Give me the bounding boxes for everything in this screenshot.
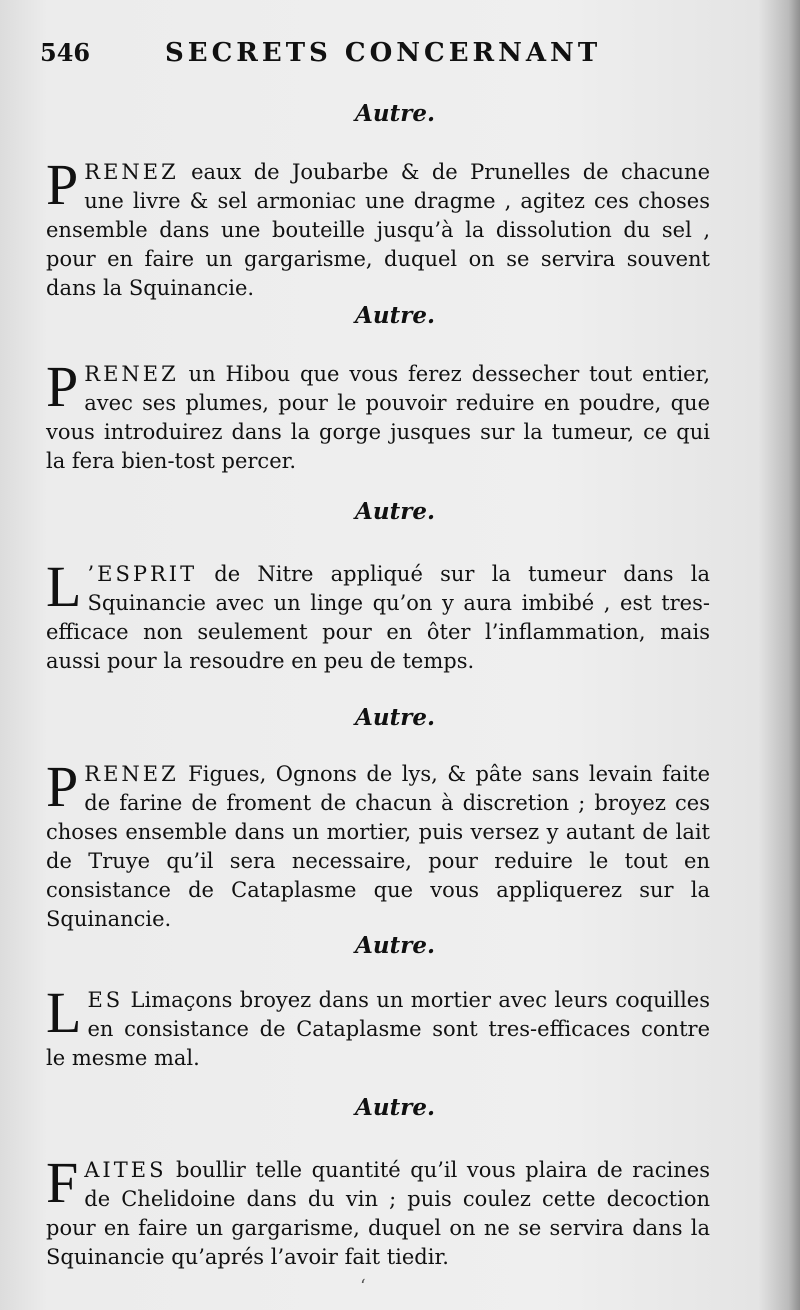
drop-cap: L — [46, 554, 82, 619]
lead-word: RENEZ — [84, 362, 179, 386]
section-heading: Autre. — [355, 302, 435, 329]
running-title: SECRETS CONCERNANT — [165, 38, 602, 68]
lead-word: ES — [87, 988, 124, 1012]
lead-word: AITES — [84, 1158, 167, 1182]
paragraph-text: boullir telle quantité qu’il vous plaira de racines de Chelidoine dans du vin ; puis coulez cette decoction pour en faire un gargarisme, duquel on ne se servira dans la Squinancie qu’aprés l’avoir fait tiedir. — [46, 1158, 710, 1269]
drop-cap: F — [46, 1150, 79, 1215]
paragraph-text: eaux de Joubarbe & de Prunelles de chacune une livre & sel armoniac une dragme , agitez ces choses ensemble dans une bouteille jusqu’à la dissolution du sel , pour en faire un gargarisme, duquel on se servira souvent dans la Squinancie. — [46, 160, 710, 300]
section-paragraph — [46, 354, 710, 476]
paragraph-text: Figues, Ognons de lys, & pâte sans levain faite de farine de froment de chacun à discretion ; broyez ces choses ensemble dans un mortier, puis versez y autant de lait de Truye qu’il sera necessaire, pour reduire le tout en consistance de Cataplasme que vous appliquerez sur la Squinancie. — [46, 762, 710, 931]
section-heading: Autre. — [355, 1094, 435, 1121]
drop-cap: P — [46, 354, 79, 419]
paragraph-text: de Nitre appliqué sur la tumeur dans la Squinancie avec un linge qu’on y aura imbibé , est tres-efficace non seulement pour en ôter l’inflammation, mais aussi pour la resoudre en peu de temps. — [46, 562, 710, 673]
page-header — [40, 38, 720, 78]
section-paragraph — [46, 1150, 710, 1272]
paragraph-text: un Hibou que vous ferez dessecher tout entier, avec ses plumes, pour le pouvoir reduire en poudre, que vous introduirez dans la gorge jusques sur la tumeur, ce qui la fera bien-tost percer. — [46, 362, 710, 473]
section-paragraph — [46, 980, 710, 1073]
lead-word: RENEZ — [84, 762, 179, 786]
drop-cap: P — [46, 152, 79, 217]
section-heading: Autre. — [355, 100, 435, 127]
section-heading: Autre. — [355, 932, 435, 959]
lead-word: RENEZ — [84, 160, 179, 184]
page-signature-mark: ʻ — [360, 1276, 366, 1297]
drop-cap: P — [46, 754, 79, 819]
section-paragraph — [46, 754, 710, 934]
paragraph-text: Limaçons broyez dans un mortier avec leurs coquilles en consistance de Cataplasme sont tres-efficaces contre le mesme mal. — [46, 988, 710, 1070]
section-paragraph — [46, 152, 710, 303]
page-edge-shadow — [788, 0, 800, 1310]
drop-cap: L — [46, 980, 82, 1045]
lead-word: ’ESPRIT — [87, 562, 198, 586]
section-paragraph — [46, 554, 710, 676]
section-heading: Autre. — [355, 498, 435, 525]
section-heading: Autre. — [355, 704, 435, 731]
page-number: 546 — [40, 38, 91, 67]
